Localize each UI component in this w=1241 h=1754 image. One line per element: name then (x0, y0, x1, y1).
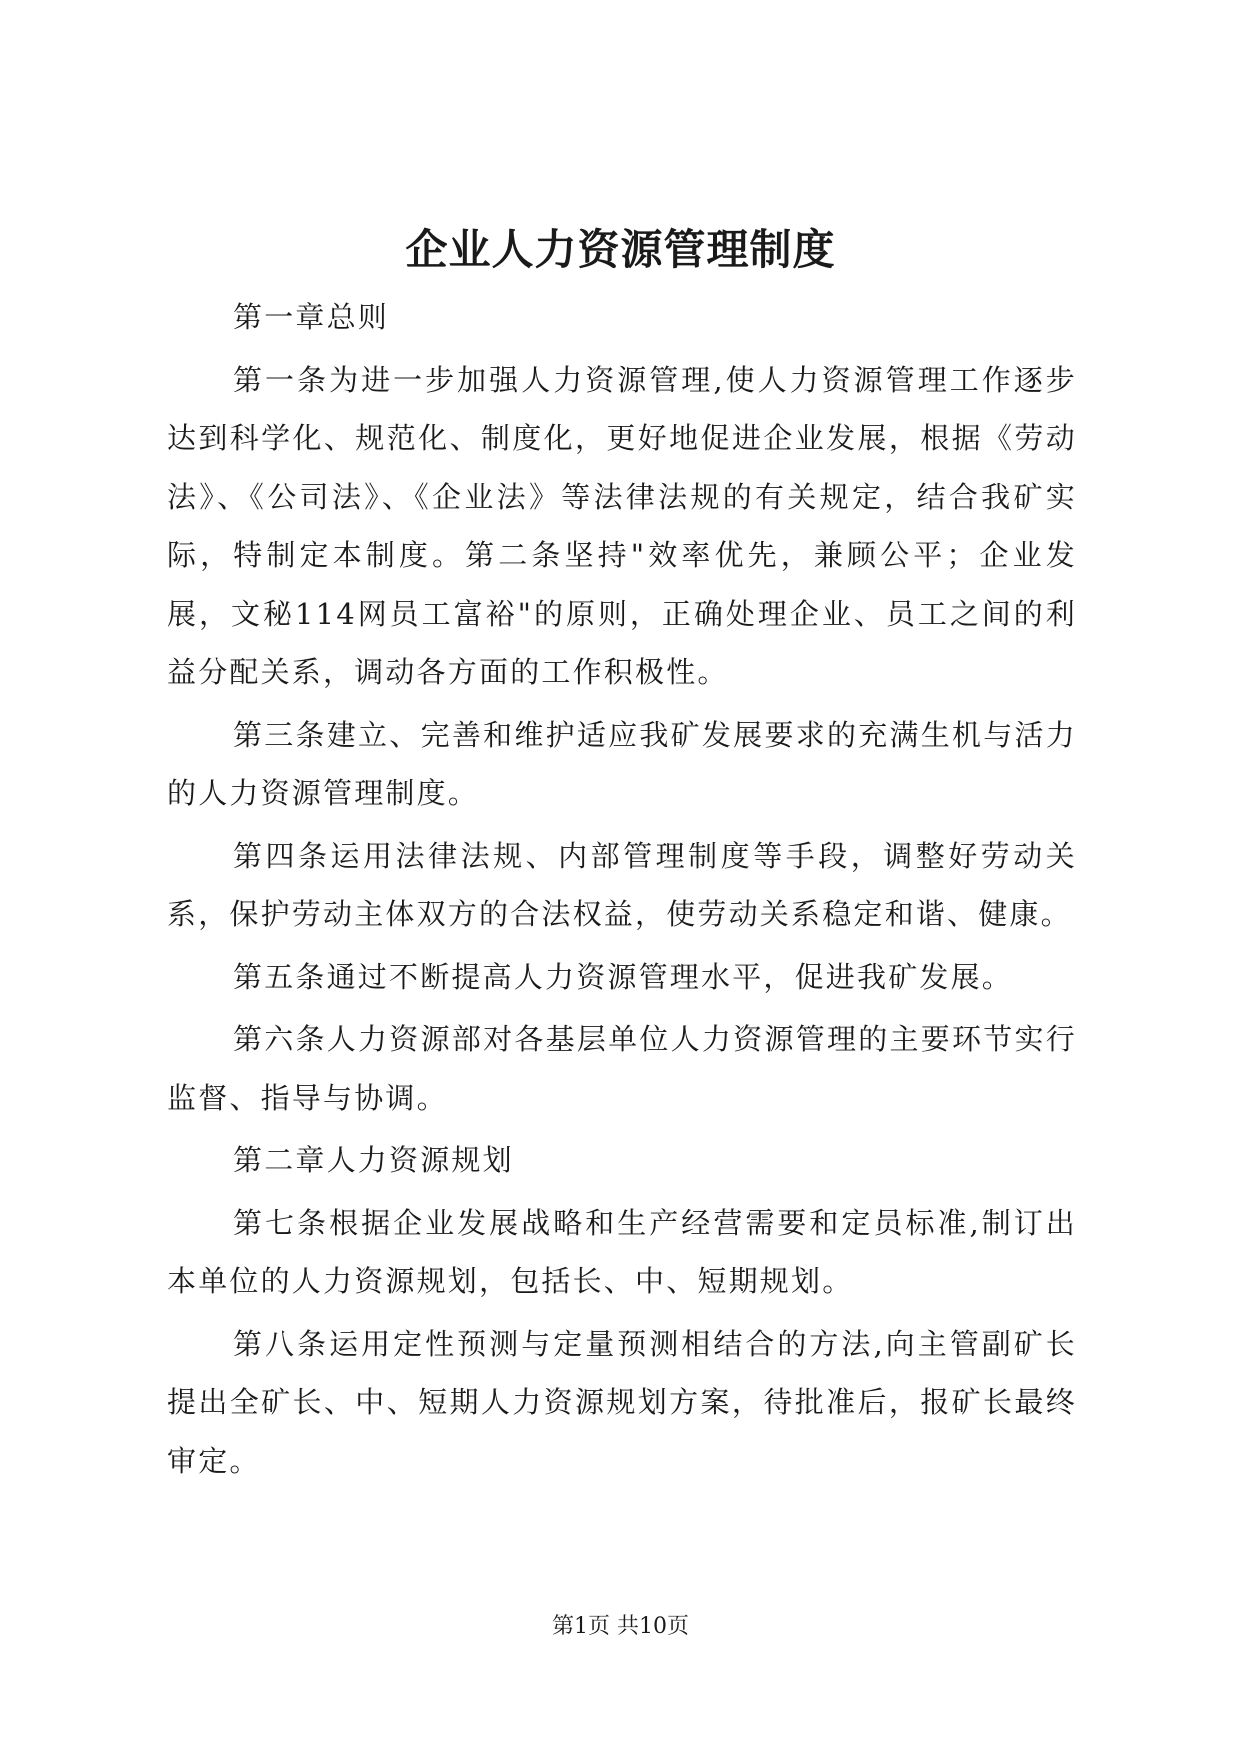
paragraph-article-1-2: 第一条为进一步加强人力资源管理,使人力资源管理工作逐步达到科学化、规范化、制度化，更好地促进企业发展，根据《劳动法》、《公司法》、《企业法》等法律法规的有关规定，结合我矿实际，特制定本制度。第二条坚持"效率优先，兼顾公平；企业发展，文秘114网员工富裕"的原则，正确处理企业、员工之间的利益分配关系，调动各方面的工作积极性。 (167, 362, 1077, 689)
paragraph-article-8: 第八条运用定性预测与定量预测相结合的方法,向主管副矿长提出全矿长、中、短期人力资源规划方案，待批准后，报矿长最终审定。 (167, 1326, 1077, 1478)
page-number-footer: 第1页 共10页 (552, 1614, 689, 1639)
paragraph-article-6: 第六条人力资源部对各基层单位人力资源管理的主要环节实行监督、指导与协调。 (167, 1022, 1077, 1115)
document-body (167, 288, 1077, 1494)
paragraph-article-3: 第三条建立、完善和维护适应我矿发展要求的充满生机与活力的人力资源管理制度。 (167, 717, 1077, 810)
paragraph-chapter-1-heading: 第一章总则 (233, 300, 390, 334)
document-title: 企业人力资源管理制度 (405, 225, 836, 274)
paragraph-chapter-2-heading: 第二章人力资源规划 (233, 1143, 514, 1177)
paragraph-article-7: 第七条根据企业发展战略和生产经营需要和定员标准,制订出本单位的人力资源规划，包括长、中、短期规划。 (167, 1205, 1077, 1298)
paragraph-article-4: 第四条运用法律法规、内部管理制度等手段，调整好劳动关系，保护劳动主体双方的合法权益，使劳动关系稳定和谐、健康。 (167, 838, 1077, 931)
paragraph-article-5: 第五条通过不断提高人力资源管理水平，促进我矿发展。 (233, 959, 1014, 994)
